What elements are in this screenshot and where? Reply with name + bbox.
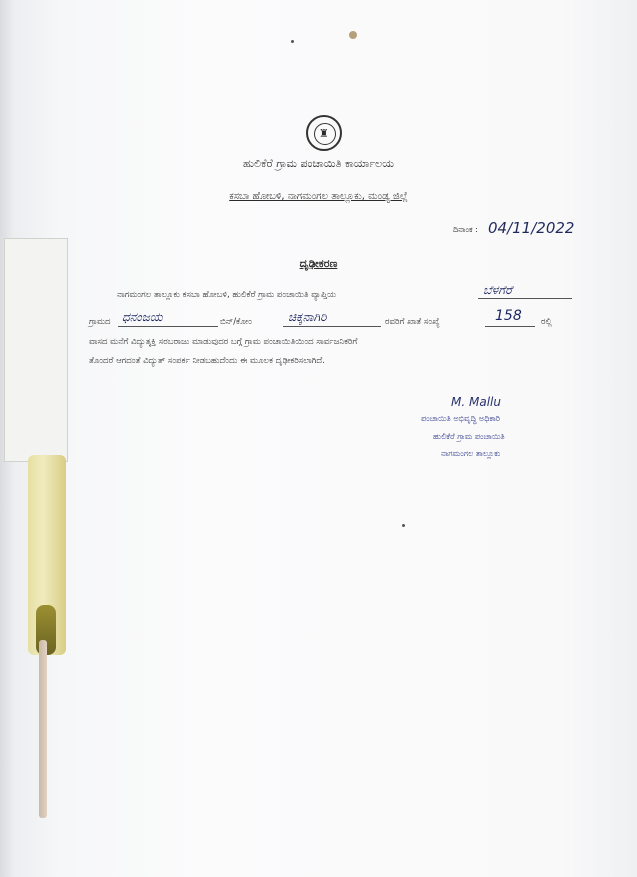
date-value: 04/11/2022 (488, 219, 575, 237)
handwritten-signature: M. Mallu (451, 395, 501, 409)
date-label: ದಿನಾಂಕ : (453, 225, 478, 234)
stamp-line-2: ಹುಲಿಕೆರೆ ಗ್ರಾಮ ಪಂಚಾಯಿತಿ (433, 432, 505, 441)
body-line-4: ತೊಂದರೆ ಆಗದಂತೆ ವಿದ್ಯುತ್ ಸಂಪರ್ಕ ನೀಡಬಹುದೆಂದು ಈ ಮೂಲಕ ದೃಢೀಕರಿಸಲಾಗಿದೆ. (89, 356, 325, 366)
glass-rod (28, 455, 66, 655)
body-line-2-mid: ಬಿನ್/ಕೋಂ (220, 317, 252, 327)
village-handwritten: ಬೆಳಗೆರೆ (483, 283, 512, 297)
khata-underline (485, 326, 535, 327)
father-handwritten: ಚಿಕ್ಕನಾಗಿರಿ (288, 310, 327, 324)
office-address: ಕಸಬಾ ಹೋಬಳಿ, ನಾಗಮಂಗಲ ತಾಲ್ಲೂಕು, ಮಂಡ್ಯ ಜಿಲ್ಲೆ (229, 191, 408, 202)
body-line-2-end: ರಲ್ಲಿ (541, 317, 552, 327)
wooden-stick (39, 640, 47, 818)
body-line-3: ವಾಸದ ಮನೆಗೆ ವಿದ್ಯುತ್ಶಕ್ತಿ ಸರಬರಾಜು ಮಾಡುವುದರ ಬಗ್ಗೆ ಗ್ರಾಮ ಪಂಚಾಯಿತಿಯಿಂದ ಸಾರ್ವಜನಿಕರಿಗೆ (89, 337, 358, 347)
paper-clip-strip (4, 238, 68, 462)
stamp-line-1: ಪಂಚಾಯಿತಿ ಅಭಿವೃದ್ಧಿ ಅಧಿಕಾರಿ (421, 414, 501, 423)
office-name: ಹುಲಿಕೆರೆ ಗ್ರಾಮ ಪಂಚಾಯಿತಿ ಕಾರ್ಯಾಲಯ (242, 157, 395, 170)
government-emblem-icon: ♜ (306, 115, 342, 151)
speck (402, 524, 405, 527)
body-line-2-suffix: ರವರಿಗೆ ಖಾತೆ ಸಂಖ್ಯೆ (385, 317, 440, 327)
village-underline (478, 298, 572, 299)
stamp-line-3: ನಾಗಮಂಗಲ ತಾಲ್ಲೂಕು (441, 449, 501, 458)
name-underline (118, 326, 218, 327)
ink-smudge (349, 31, 357, 39)
khata-handwritten: 158 (495, 308, 522, 324)
name-handwritten: ಧನಂಜಯ (122, 310, 163, 324)
body-line-2-prefix: ಗ್ರಾಮದ (89, 317, 111, 327)
body-line-1: ನಾಗಮಂಗಲ ತಾಲ್ಲೂಕು ಕಸಬಾ ಹೋಬಳಿ, ಹುಲಿಕೆರೆ ಗ್ರಾಮ ಪಂಚಾಯಿತಿ ವ್ಯಾಪ್ತಿಯ (117, 290, 337, 300)
document-title: ದೃಢೀಕರಣ (299, 257, 338, 270)
speck (291, 40, 294, 43)
father-underline (283, 326, 381, 327)
